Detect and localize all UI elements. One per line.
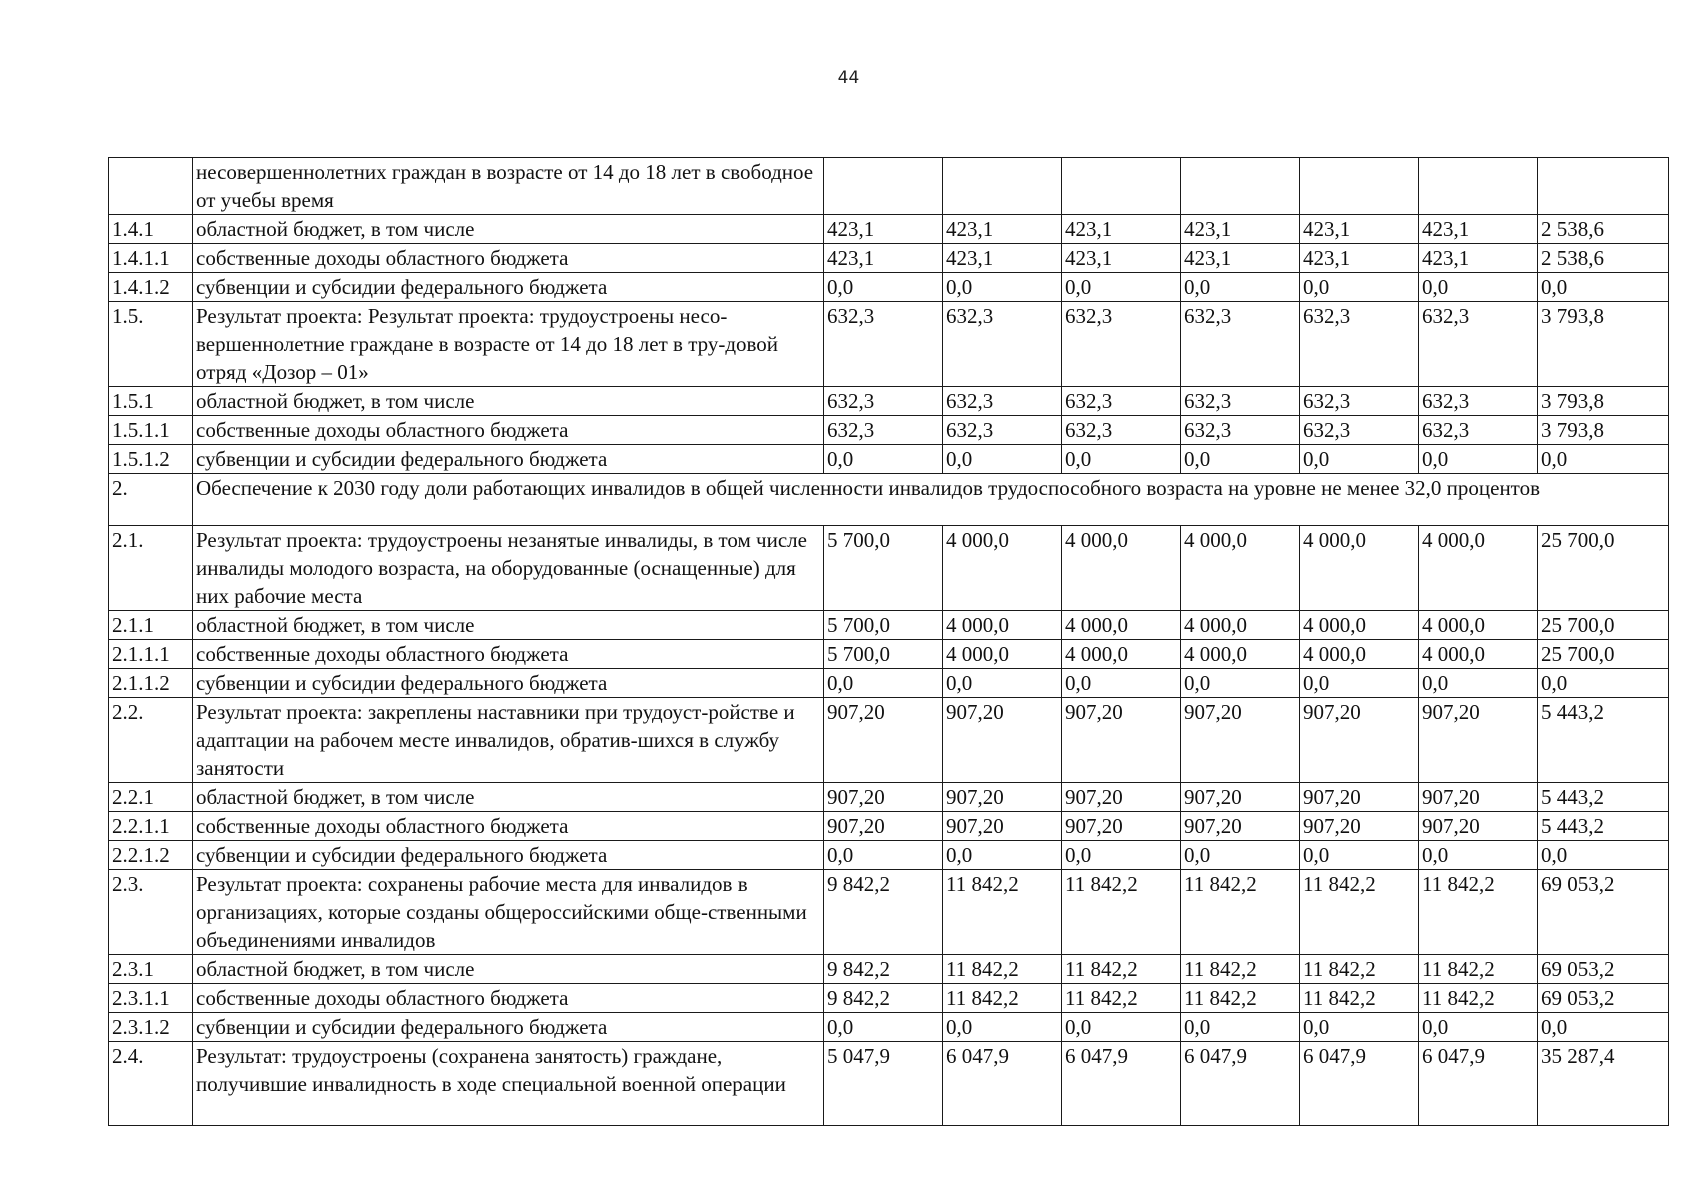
row-value-year-2: 0,0: [943, 445, 1062, 474]
row-value-total: 0,0: [1538, 841, 1669, 870]
row-value-total: 3 793,8: [1538, 302, 1669, 387]
row-value-year-1: 0,0: [824, 1013, 943, 1042]
row-value-total: 25 700,0: [1538, 640, 1669, 669]
row-value-year-4: 4 000,0: [1181, 526, 1300, 611]
table-row: [109, 1042, 1669, 1126]
row-value-year-3: 0,0: [1062, 669, 1181, 698]
row-value-total: 35 287,4: [1538, 1042, 1669, 1126]
row-code: 2.1.1: [109, 611, 193, 640]
row-description: собственные доходы областного бюджета: [193, 244, 824, 273]
budget-table: [108, 157, 1669, 1126]
table-row: [109, 984, 1669, 1013]
row-code: 2.2.: [109, 698, 193, 783]
table-row: [109, 387, 1669, 416]
row-value-total: 5 443,2: [1538, 783, 1669, 812]
row-value-year-3: 907,20: [1062, 812, 1181, 841]
row-description: субвенции и субсидии федерального бюджета: [193, 445, 824, 474]
row-description: Результат проекта: закреплены наставники при трудоуст-ройстве и адаптации на рабочем месте инвалидов, обратив-шихся в службу занятости: [193, 698, 824, 783]
row-value-year-3: 423,1: [1062, 215, 1181, 244]
row-value-year-3: 0,0: [1062, 1013, 1181, 1042]
row-value-year-5: 907,20: [1300, 698, 1419, 783]
row-value-year-1: 9 842,2: [824, 984, 943, 1013]
row-value-year-2: 0,0: [943, 669, 1062, 698]
table-row: [109, 302, 1669, 387]
row-value-year-5: 0,0: [1300, 669, 1419, 698]
row-value-year-5: 907,20: [1300, 812, 1419, 841]
row-value-year-5: 907,20: [1300, 783, 1419, 812]
row-value-year-6: 632,3: [1419, 416, 1538, 445]
row-value-year-3: [1062, 158, 1181, 215]
row-value-year-3: 632,3: [1062, 387, 1181, 416]
row-code: 2.2.1: [109, 783, 193, 812]
row-value-year-1: 423,1: [824, 244, 943, 273]
row-code: 1.4.1: [109, 215, 193, 244]
row-code: 1.4.1.1: [109, 244, 193, 273]
row-value-year-5: [1300, 158, 1419, 215]
row-value-year-1: 907,20: [824, 812, 943, 841]
row-description: собственные доходы областного бюджета: [193, 812, 824, 841]
row-value-year-6: 0,0: [1419, 445, 1538, 474]
row-value-year-2: 4 000,0: [943, 526, 1062, 611]
row-value-year-2: 4 000,0: [943, 611, 1062, 640]
row-value-year-4: 632,3: [1181, 416, 1300, 445]
row-value-year-4: 4 000,0: [1181, 640, 1300, 669]
row-code: 1.5.: [109, 302, 193, 387]
row-value-year-6: 632,3: [1419, 302, 1538, 387]
row-value-year-1: 907,20: [824, 698, 943, 783]
table-row: [109, 215, 1669, 244]
row-value-year-4: 4 000,0: [1181, 611, 1300, 640]
row-value-year-4: 632,3: [1181, 387, 1300, 416]
row-value-total: 25 700,0: [1538, 611, 1669, 640]
row-description: собственные доходы областного бюджета: [193, 416, 824, 445]
row-value-year-6: 11 842,2: [1419, 870, 1538, 955]
row-value-year-3: 4 000,0: [1062, 640, 1181, 669]
row-value-year-1: 5 047,9: [824, 1042, 943, 1126]
row-code: 2.: [109, 474, 193, 526]
row-value-year-6: 11 842,2: [1419, 955, 1538, 984]
row-value-year-2: 423,1: [943, 244, 1062, 273]
row-value-year-2: 423,1: [943, 215, 1062, 244]
row-value-year-6: 0,0: [1419, 273, 1538, 302]
row-description: областной бюджет, в том числе: [193, 215, 824, 244]
row-description: субвенции и субсидии федерального бюджета: [193, 669, 824, 698]
row-value-total: 3 793,8: [1538, 387, 1669, 416]
row-value-year-2: 0,0: [943, 841, 1062, 870]
row-value-year-1: 5 700,0: [824, 526, 943, 611]
row-value-year-2: 4 000,0: [943, 640, 1062, 669]
row-value-year-4: 907,20: [1181, 698, 1300, 783]
table-row: [109, 445, 1669, 474]
table-row: [109, 783, 1669, 812]
row-value-year-3: 6 047,9: [1062, 1042, 1181, 1126]
row-value-year-2: 907,20: [943, 812, 1062, 841]
row-value-total: 69 053,2: [1538, 870, 1669, 955]
row-value-year-4: 11 842,2: [1181, 955, 1300, 984]
row-value-year-4: 11 842,2: [1181, 870, 1300, 955]
row-value-year-2: 632,3: [943, 416, 1062, 445]
row-value-year-4: 0,0: [1181, 669, 1300, 698]
row-value-year-6: 423,1: [1419, 244, 1538, 273]
row-value-year-4: 0,0: [1181, 1013, 1300, 1042]
row-value-year-1: 0,0: [824, 669, 943, 698]
row-description: собственные доходы областного бюджета: [193, 640, 824, 669]
table-row: [109, 698, 1669, 783]
row-value-year-5: 423,1: [1300, 244, 1419, 273]
row-value-year-5: 632,3: [1300, 387, 1419, 416]
row-value-year-4: 0,0: [1181, 445, 1300, 474]
table-row: [109, 416, 1669, 445]
table-row: [109, 640, 1669, 669]
row-value-year-5: 11 842,2: [1300, 984, 1419, 1013]
row-value-year-2: 11 842,2: [943, 955, 1062, 984]
row-value-year-4: 632,3: [1181, 302, 1300, 387]
budget-table-body: [109, 158, 1669, 1126]
row-description: Результат проекта: трудоустроены незанятые инвалиды, в том числе инвалиды молодого возраста, на оборудованные (оснащенные) для них рабочие места: [193, 526, 824, 611]
row-value-year-3: 0,0: [1062, 445, 1181, 474]
row-description: Обеспечение к 2030 году доли работающих инвалидов в общей численности инвалидов трудоспособного возраста на уровне не менее 32,0 процентов: [193, 474, 1669, 526]
row-value-year-4: 907,20: [1181, 783, 1300, 812]
row-value-year-5: 4 000,0: [1300, 526, 1419, 611]
row-value-year-6: 11 842,2: [1419, 984, 1538, 1013]
row-value-year-6: 907,20: [1419, 698, 1538, 783]
row-value-year-5: 0,0: [1300, 841, 1419, 870]
row-value-year-1: 9 842,2: [824, 870, 943, 955]
row-code: 1.5.1: [109, 387, 193, 416]
row-code: [109, 158, 193, 215]
row-value-total: 2 538,6: [1538, 244, 1669, 273]
table-row: [109, 812, 1669, 841]
row-description: Результат проекта: сохранены рабочие места для инвалидов в организациях, которые созданы общероссийскими обще-ственными объединениями инвалидов: [193, 870, 824, 955]
table-row: [109, 158, 1669, 215]
table-row: [109, 474, 1669, 526]
row-value-year-5: 0,0: [1300, 273, 1419, 302]
row-value-year-3: 11 842,2: [1062, 870, 1181, 955]
row-value-year-5: 11 842,2: [1300, 870, 1419, 955]
row-value-year-6: 4 000,0: [1419, 640, 1538, 669]
table-row: [109, 870, 1669, 955]
row-value-year-2: 11 842,2: [943, 870, 1062, 955]
row-value-year-6: 0,0: [1419, 841, 1538, 870]
row-value-year-4: 423,1: [1181, 215, 1300, 244]
row-value-year-1: 423,1: [824, 215, 943, 244]
row-description: субвенции и субсидии федерального бюджета: [193, 273, 824, 302]
row-value-total: [1538, 158, 1669, 215]
row-value-year-1: 907,20: [824, 783, 943, 812]
row-value-total: 0,0: [1538, 669, 1669, 698]
row-description: Результат: трудоустроены (сохранена занятость) граждане, получившие инвалидность в ходе специальной военной операции: [193, 1042, 824, 1126]
row-value-total: 5 443,2: [1538, 698, 1669, 783]
row-description: областной бюджет, в том числе: [193, 611, 824, 640]
table-row: [109, 955, 1669, 984]
table-row: [109, 1013, 1669, 1042]
row-value-total: 2 538,6: [1538, 215, 1669, 244]
row-value-year-3: 4 000,0: [1062, 526, 1181, 611]
row-value-year-2: 632,3: [943, 302, 1062, 387]
row-value-year-4: 0,0: [1181, 273, 1300, 302]
page-number: 44: [837, 68, 860, 88]
row-value-year-3: 632,3: [1062, 302, 1181, 387]
row-code: 2.2.1.1: [109, 812, 193, 841]
row-description: субвенции и субсидии федерального бюджета: [193, 1013, 824, 1042]
table-row: [109, 273, 1669, 302]
row-value-year-1: 0,0: [824, 445, 943, 474]
row-value-year-6: 423,1: [1419, 215, 1538, 244]
row-value-total: 5 443,2: [1538, 812, 1669, 841]
row-value-total: 69 053,2: [1538, 984, 1669, 1013]
row-value-year-2: [943, 158, 1062, 215]
row-value-year-3: 11 842,2: [1062, 955, 1181, 984]
row-value-year-4: 907,20: [1181, 812, 1300, 841]
row-description: Результат проекта: Результат проекта: трудоустроены несо-вершеннолетние граждане в возрасте от 14 до 18 лет в тру-довой отряд «Дозор – 01»: [193, 302, 824, 387]
row-code: 1.5.1.1: [109, 416, 193, 445]
row-value-year-6: 4 000,0: [1419, 526, 1538, 611]
row-value-total: 69 053,2: [1538, 955, 1669, 984]
row-description: субвенции и субсидии федерального бюджета: [193, 841, 824, 870]
row-value-year-4: 423,1: [1181, 244, 1300, 273]
table-row: [109, 841, 1669, 870]
row-value-year-2: 0,0: [943, 1013, 1062, 1042]
row-value-year-5: 11 842,2: [1300, 955, 1419, 984]
row-value-year-5: 4 000,0: [1300, 640, 1419, 669]
row-value-total: 0,0: [1538, 273, 1669, 302]
row-code: 2.2.1.2: [109, 841, 193, 870]
row-value-year-4: 0,0: [1181, 841, 1300, 870]
row-code: 1.5.1.2: [109, 445, 193, 474]
row-code: 2.1.: [109, 526, 193, 611]
row-code: 2.3.: [109, 870, 193, 955]
row-value-year-5: 632,3: [1300, 416, 1419, 445]
table-row: [109, 611, 1669, 640]
row-value-year-6: 6 047,9: [1419, 1042, 1538, 1126]
row-value-year-1: 5 700,0: [824, 611, 943, 640]
row-value-year-6: 0,0: [1419, 669, 1538, 698]
row-code: 2.4.: [109, 1042, 193, 1126]
row-value-total: 0,0: [1538, 1013, 1669, 1042]
row-value-year-3: 907,20: [1062, 698, 1181, 783]
row-value-year-4: 6 047,9: [1181, 1042, 1300, 1126]
row-code: 1.4.1.2: [109, 273, 193, 302]
row-value-year-1: 5 700,0: [824, 640, 943, 669]
row-value-year-1: 9 842,2: [824, 955, 943, 984]
row-value-year-3: 907,20: [1062, 783, 1181, 812]
row-value-year-3: 0,0: [1062, 841, 1181, 870]
row-value-year-3: 4 000,0: [1062, 611, 1181, 640]
row-value-year-3: 0,0: [1062, 273, 1181, 302]
row-description: областной бюджет, в том числе: [193, 783, 824, 812]
row-value-year-2: 11 842,2: [943, 984, 1062, 1013]
row-value-year-5: 0,0: [1300, 1013, 1419, 1042]
row-value-year-6: 0,0: [1419, 1013, 1538, 1042]
row-value-year-3: 423,1: [1062, 244, 1181, 273]
row-value-year-6: [1419, 158, 1538, 215]
row-value-year-1: [824, 158, 943, 215]
row-value-total: 0,0: [1538, 445, 1669, 474]
table-row: [109, 526, 1669, 611]
row-value-year-2: 0,0: [943, 273, 1062, 302]
row-value-year-6: 907,20: [1419, 783, 1538, 812]
row-value-total: 25 700,0: [1538, 526, 1669, 611]
row-value-year-2: 907,20: [943, 783, 1062, 812]
row-value-year-6: 4 000,0: [1419, 611, 1538, 640]
row-value-year-4: 11 842,2: [1181, 984, 1300, 1013]
row-code: 2.1.1.2: [109, 669, 193, 698]
row-value-year-4: [1181, 158, 1300, 215]
row-description: собственные доходы областного бюджета: [193, 984, 824, 1013]
row-value-total: 3 793,8: [1538, 416, 1669, 445]
row-value-year-2: 632,3: [943, 387, 1062, 416]
row-value-year-2: 907,20: [943, 698, 1062, 783]
row-value-year-1: 632,3: [824, 302, 943, 387]
row-description: несовершеннолетних граждан в возрасте от 14 до 18 лет в свободное от учебы время: [193, 158, 824, 215]
table-row: [109, 669, 1669, 698]
row-value-year-5: 6 047,9: [1300, 1042, 1419, 1126]
row-value-year-5: 4 000,0: [1300, 611, 1419, 640]
row-value-year-1: 632,3: [824, 416, 943, 445]
row-value-year-3: 632,3: [1062, 416, 1181, 445]
row-value-year-1: 632,3: [824, 387, 943, 416]
row-value-year-3: 11 842,2: [1062, 984, 1181, 1013]
row-value-year-1: 0,0: [824, 841, 943, 870]
row-description: областной бюджет, в том числе: [193, 387, 824, 416]
row-value-year-6: 907,20: [1419, 812, 1538, 841]
row-value-year-5: 632,3: [1300, 302, 1419, 387]
row-value-year-5: 423,1: [1300, 215, 1419, 244]
row-description: областной бюджет, в том числе: [193, 955, 824, 984]
row-value-year-2: 6 047,9: [943, 1042, 1062, 1126]
row-code: 2.3.1: [109, 955, 193, 984]
row-code: 2.3.1.1: [109, 984, 193, 1013]
row-value-year-1: 0,0: [824, 273, 943, 302]
row-code: 2.3.1.2: [109, 1013, 193, 1042]
row-value-year-5: 0,0: [1300, 445, 1419, 474]
row-code: 2.1.1.1: [109, 640, 193, 669]
row-value-year-6: 632,3: [1419, 387, 1538, 416]
table-row: [109, 244, 1669, 273]
